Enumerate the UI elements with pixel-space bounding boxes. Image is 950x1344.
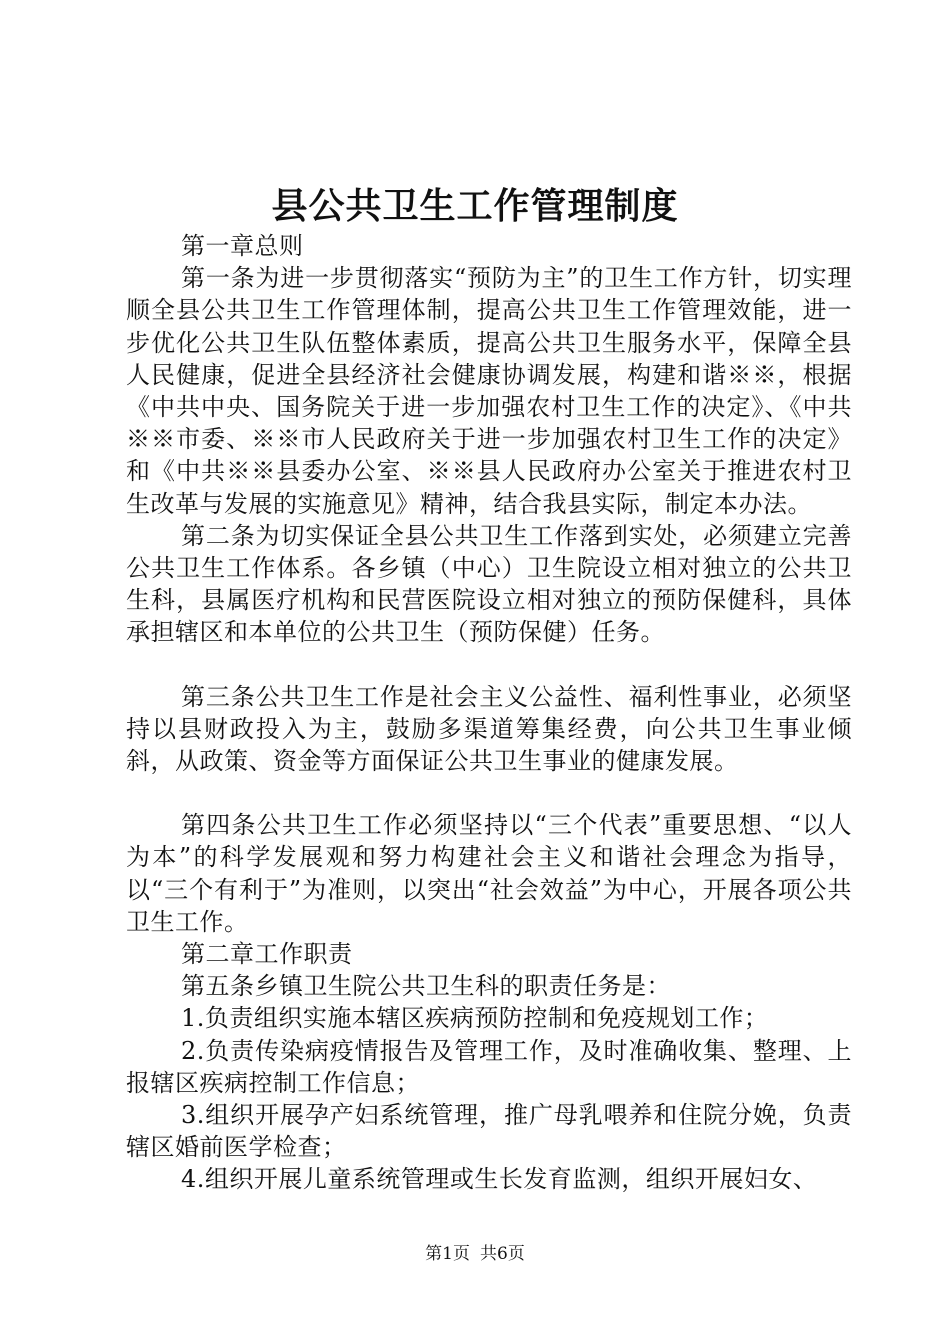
article-paragraph: 第二条为切实保证全县公共卫生工作落到实处，必须建立完善公共卫生工作体系。各乡镇（中心）卫生院设立相对独立的公共卫生科，县属医疗机构和民营医院设立相对独立的预防保健科，具体承担辖区和本单位的公共卫生（预防保健）任务。 [126,521,852,647]
article-paragraph: 第五条乡镇卫生院公共卫生科的职责任务是： [181,972,671,1001]
document-title: 县公共卫生工作管理制度 [271,185,679,227]
article-paragraph: 第三条公共卫生工作是社会主义公益性、福利性事业，必须坚持以县财政投入为主，鼓励多渠道筹集经费，向公共卫生事业倾斜，从政策、资金等方面保证公共卫生事业的健康发展。 [126,682,852,776]
chapter-heading: 第一章总则 [181,232,304,260]
list-item: 3.组织开展孕产妇系统管理，推广母乳喂养和住院分娩，负责辖区婚前医学检查； [126,1101,852,1162]
page-total: 共6页 [480,1244,525,1264]
chapter-heading: 第二章工作职责 [181,940,353,969]
list-item: 1.负责组织实施本辖区疾病预防控制和免疫规划工作； [181,1004,769,1033]
list-item: 4.组织开展儿童系统管理或生长发育监测，组织开展妇女、 [181,1165,818,1194]
article-paragraph: 第一条为进一步贯彻落实“预防为主”的卫生工作方针，切实理顺全县公共卫生工作管理体制，提高公共卫生工作管理效能，进一步优化公共卫生队伍整体素质，提高公共卫生服务水平，保障全县人民健康，促进全县经济社会健康协调发展，构建和谐※※，根据《中共中央、国务院关于进一步加强农村卫生工作的决定》、《中共※※市委、※※市人民政府关于进一步加强农村卫生工作的决定》和《中共※※县委办公室、※※县人民政府办公室关于推进农村卫生改革与发展的实施意见》精神，结合我县实际，制定本办法。 [126,264,852,518]
page-number: 第1页 [425,1244,470,1264]
article-paragraph: 第四条公共卫生工作必须坚持以“三个代表”重要思想、“以人为本”的科学发展观和努力构建社会主义和谐社会理念为指导，以“三个有利于”为准则，以突出“社会效益”为中心，开展各项公共卫生工作。 [126,811,852,936]
page-footer [0,1242,950,1266]
list-item: 2.负责传染病疫情报告及管理工作，及时准确收集、整理、上报辖区疾病控制工作信息； [126,1036,852,1097]
document-body [126,230,852,1196]
